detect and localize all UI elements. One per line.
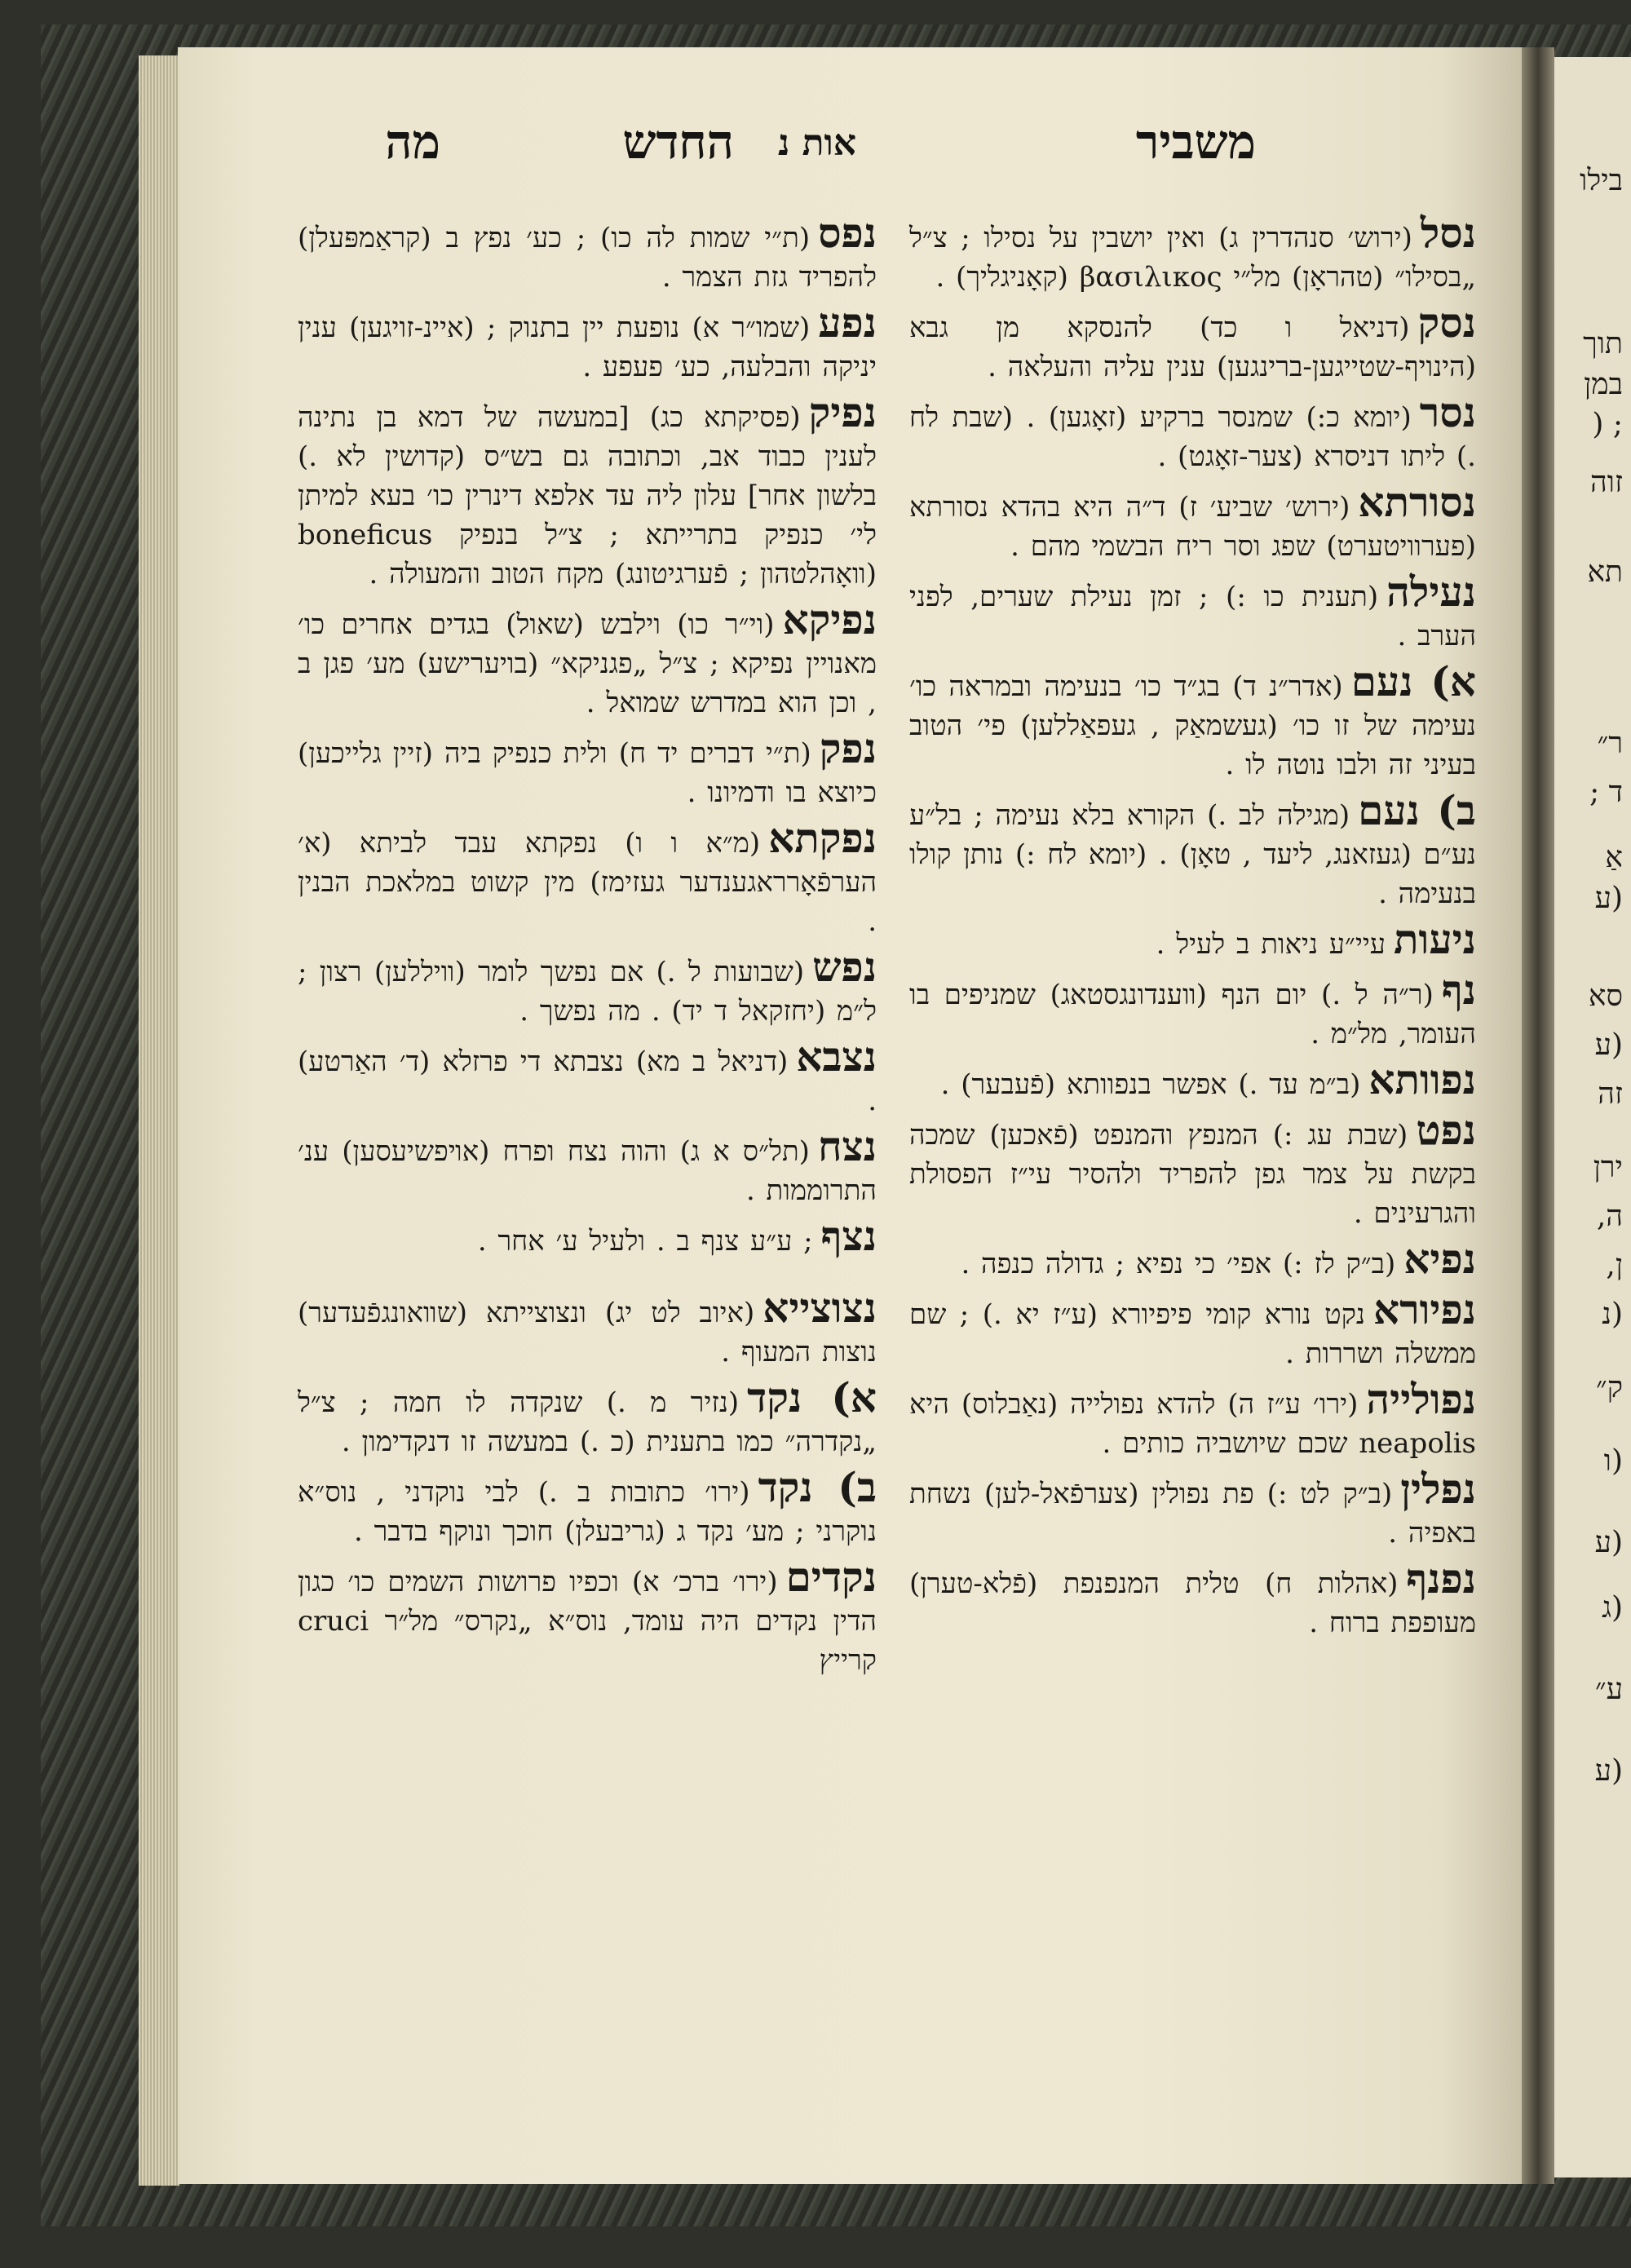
entry-definition: (פסיקתא כג) [במעשה של דמא בן נתינה לענין כבוד אב, וכתובה גם בש״ס (קדושין לא .) בלשון אחר] עלון ליה עד אלפא דינרין כו׳ בעא למיתן לי׳ כנפיק בתרייתא ; צ״ל בנפיק boneficus (װאָהלטהון ; פֿערגיטונג) מקח הטוב והמעולה . bbox=[298, 401, 877, 590]
dictionary-entry bbox=[298, 1553, 877, 1680]
facing-page-text: (ע bbox=[1594, 1754, 1623, 1788]
entry-definition: (שמו״ר א) נופעת יין בתנוק ; (איינ-זויגען) ענין יניקה והבלעה, כע׳ פעפע . bbox=[298, 312, 877, 383]
dictionary-entry bbox=[298, 209, 877, 297]
entry-definition: (שבת עג :) המנפץ והמנפט (פֿאכען) שמכה בקשת על צמר גפן להפריד ולהסיר עי״ז הפסולת והגרעינים . bbox=[909, 1119, 1476, 1230]
dictionary-entry bbox=[909, 568, 1476, 656]
header-title-right: משביר bbox=[1135, 114, 1256, 170]
entry-headword: נפע bbox=[818, 298, 877, 347]
entry-headword: נפט bbox=[1416, 1106, 1476, 1154]
entry-definition: עיי״ע ניאות ב לעיל . bbox=[1156, 928, 1386, 961]
dictionary-entry bbox=[298, 298, 877, 387]
dictionary-entry bbox=[909, 786, 1477, 913]
dictionary-entry bbox=[909, 1465, 1476, 1553]
entry-definition: (יומא כ:) שמנסר ברקיע (זאָגען) . (שבת לח .) ליתו דניסרא (צער-זאָגט) . bbox=[909, 401, 1476, 473]
entry-headword: נפיורא bbox=[1372, 1285, 1476, 1333]
facing-page-text: ד ; bbox=[1589, 776, 1623, 809]
entry-definition: (תל״ס א ג) והוה נצח ופרח (אױפשיעסען) ענ׳ התרוממות . bbox=[298, 1135, 877, 1207]
entry-definition: (מגילה לב .) הקורא בלא נעימה ; בל״ע נע״ם (געזאנג, ליעד , טאָן) . (יומא לח :) נותן קולו בנעימה . bbox=[909, 799, 1476, 910]
facing-page-text: (ע bbox=[1594, 1526, 1623, 1559]
dictionary-entry bbox=[909, 1106, 1476, 1233]
entry-headword: נסורתא bbox=[1358, 478, 1476, 526]
entry-headword: נפס bbox=[818, 209, 877, 257]
entry-headword: נסק bbox=[1417, 298, 1476, 347]
entry-headword: נצוצייא bbox=[762, 1284, 877, 1332]
dictionary-entry bbox=[298, 1122, 877, 1210]
facing-page-text: ק״ bbox=[1596, 1371, 1623, 1404]
entry-headword: נפולייה bbox=[1366, 1375, 1476, 1423]
facing-page-text: במן bbox=[1584, 368, 1623, 401]
entry-definition: (ת״י דברים יד ח) ולית כנפיק ביה (זיין גלייכען) כיוצא בו ודמיונו . bbox=[298, 737, 877, 809]
facing-page-text: תא bbox=[1587, 555, 1623, 589]
facing-page-text: (ע bbox=[1594, 882, 1623, 915]
entry-headword: נפלין bbox=[1400, 1465, 1476, 1513]
page-number: מה bbox=[385, 114, 440, 170]
facing-page-text: (ע bbox=[1594, 1028, 1623, 1062]
entry-definition: (ב״מ עד .) אפשר בנפוותא (פֿעבער) . bbox=[940, 1068, 1361, 1101]
facing-page-text: ע״ bbox=[1594, 1673, 1623, 1706]
dictionary-entry bbox=[909, 1055, 1476, 1104]
entry-definition: (וי״ר כו) וילבש (שאול) בגדים אחרים כו׳ מאנויין נפיקא ; צ״ל „פגניקא״ (בויערישע) מע׳ פגן ב , וכן הוא במדרש שמואל . bbox=[298, 608, 877, 719]
entry-definition: (נזיר מ .) שנקדה לו חמה ; צ״ל „נקדרה״ כמו בתענית (כ .) במעשה זו דנקדימון . bbox=[298, 1386, 877, 1458]
entry-headword: נפוותא bbox=[1368, 1055, 1476, 1103]
facing-page-text: (נ bbox=[1602, 1298, 1623, 1331]
entry-definition: (ירוש׳ שביע׳ ז) ד״ה היא בהדא נסורתא (פערוויטערט) שפג וסר ריח הבשמי מהם . bbox=[909, 491, 1476, 563]
facing-page-text: ן, bbox=[1606, 1249, 1623, 1282]
entry-headword: נפק bbox=[819, 724, 877, 772]
entry-headword: נקדים bbox=[785, 1553, 877, 1601]
entry-definition: (דניאל ב מא) נצבתא די פרזלא (ד׳ האַרטע) . bbox=[298, 1046, 877, 1117]
entry-headword: נפנף bbox=[1406, 1554, 1476, 1603]
entry-definition: (ב״ק לט :) פת נפולין (צערפֿאל-לען) נשחת באפיה . bbox=[909, 1478, 1476, 1550]
dictionary-entry bbox=[909, 657, 1476, 785]
dictionary-entry bbox=[909, 1285, 1476, 1373]
entry-headword: נצח bbox=[817, 1122, 877, 1170]
entry-definition: (ירו׳ ע״ז ה) להדא נפולייה (נאַבלוס) היא neapolis שכם שיושביה כותים . bbox=[909, 1388, 1476, 1460]
dictionary-entry bbox=[909, 298, 1476, 387]
dictionary-entry bbox=[298, 814, 877, 941]
entry-headword: נסל bbox=[1420, 209, 1476, 257]
dictionary-entry bbox=[909, 966, 1476, 1054]
entry-headword: נעילה bbox=[1386, 568, 1476, 616]
entry-headword: ב) נקד bbox=[758, 1463, 877, 1511]
entry-headword: נסר bbox=[1419, 388, 1476, 436]
entry-definition: (איוב לט יג) ונצוצייתא (שװאונגפֿעדער) נוצות המעוף . bbox=[298, 1297, 877, 1368]
facing-page-text: בילו bbox=[1580, 164, 1623, 197]
dictionary-entry bbox=[909, 388, 1476, 476]
dictionary-entry bbox=[298, 388, 877, 594]
entry-definition: ; ע״ע צנף ב . ולעיל ע׳ אחר . bbox=[477, 1225, 813, 1258]
entry-headword: נפש bbox=[812, 943, 877, 991]
facing-page-text: אַ bbox=[1605, 841, 1623, 874]
dictionary-entry bbox=[909, 915, 1476, 964]
dictionary-entry bbox=[298, 1032, 877, 1121]
entry-headword: נצף bbox=[820, 1212, 877, 1260]
left-column bbox=[298, 209, 877, 1687]
dictionary-entry bbox=[909, 1235, 1476, 1284]
entry-definition: נקט נורא קומי פיפיורא (ע״ז יא .) ; שם ממשלה ושררות . bbox=[909, 1298, 1476, 1370]
dictionary-entry bbox=[909, 1554, 1476, 1642]
entry-headword: ניעות bbox=[1394, 915, 1476, 963]
dictionary-entry bbox=[298, 595, 877, 723]
facing-page-fragment bbox=[1554, 57, 1631, 2177]
entry-definition: (תענית כו :) ; זמן נעילת שערים, לפני הערב . bbox=[909, 581, 1476, 652]
dictionary-entry bbox=[298, 1373, 877, 1461]
entry-definition: (מ״א ו ו) נפקתא עבד לביתא (א׳ הערפֿאָרראגענדער געזימז) מין קשוט במלאכת הבנין . bbox=[298, 827, 877, 938]
facing-page-text: ר״ bbox=[1597, 727, 1623, 760]
facing-page-text: (ג bbox=[1602, 1591, 1623, 1625]
header-letter: אות נ bbox=[778, 122, 856, 164]
entry-definition: (ב״ק לז :) אפי׳ כי נפיא ; גדולה כנפה . bbox=[961, 1248, 1396, 1280]
entry-headword: נפקתא bbox=[768, 814, 877, 862]
dictionary-entry bbox=[298, 943, 877, 1031]
header-title-mid: החדש bbox=[622, 114, 734, 170]
facing-page-text: ה, bbox=[1596, 1200, 1623, 1233]
dictionary-entry bbox=[298, 1284, 877, 1372]
entry-definition: (ירו׳ כתובות ב .) לבי נוקדני , נוס״א נוקרני ; מע׳ נקד ג (גריבעלן) חוכך ונוקף בדבר . bbox=[298, 1476, 877, 1548]
running-header bbox=[326, 114, 1256, 179]
entry-definition: (דניאל ו כד) להנסקא מן גבא (הינויף-שטייגען-ברינגען) ענין עליה והעלאה . bbox=[909, 312, 1476, 383]
facing-page-text: תוך bbox=[1583, 327, 1623, 360]
entry-headword: נצבא bbox=[796, 1032, 877, 1081]
dictionary-entry bbox=[298, 1463, 877, 1551]
entry-definition: (ת״י שמות לה כו) ; כע׳ נפץ ב (קראַמפּעלן) להפריד גזת הצמר . bbox=[298, 222, 877, 294]
book-gutter bbox=[1522, 47, 1554, 2184]
entry-headword: נפיק bbox=[808, 388, 877, 436]
dictionary-entry bbox=[909, 209, 1476, 297]
facing-page-text: זוה bbox=[1590, 466, 1623, 499]
facing-page-text: זה bbox=[1598, 1077, 1623, 1111]
entry-definition: (ירו׳ ברכ׳ א) וכפיו פרושות השמים כו׳ כגון הדין נקדים היה עומד, נוס״א „נקרס״ מל״ר cruci קרייץ bbox=[298, 1566, 877, 1677]
entry-headword: ב) נעם bbox=[1358, 786, 1477, 834]
entry-definition: (ירוש׳ סנהדרין ג) ואין יושבין על נסילו ; צ״ל „בסילו״ (טהראָן) מל״י βασιλικος (קאָניגליך) . bbox=[909, 222, 1476, 294]
entry-headword: נף bbox=[1441, 966, 1476, 1014]
entry-definition: (אהלות ח) טלית המנפנפת (פֿלא-טערן) מעופפת ברוח . bbox=[909, 1567, 1476, 1639]
facing-page-text: ירן bbox=[1593, 1151, 1623, 1184]
page-edges bbox=[139, 55, 179, 2186]
facing-page-text: סא bbox=[1588, 979, 1623, 1013]
entry-definition: (ר״ה ל .) יום הנף (װענדונגסטאג) שמניפים בו העומר, מל״מ . bbox=[909, 979, 1476, 1050]
entry-headword: א) נעם bbox=[1350, 657, 1476, 705]
entry-headword: נפיא bbox=[1403, 1235, 1476, 1283]
facing-page-text: ; ( bbox=[1592, 408, 1623, 441]
dictionary-entry bbox=[909, 1375, 1476, 1463]
facing-page-text: (ו bbox=[1603, 1444, 1623, 1478]
entry-definition: (שבועות ל .) אם נפשך לומר (װיללען) רצון ; ל״מ (יחזקאל ד יד) . מה נפשך . bbox=[298, 956, 877, 1028]
entry-headword: נפיקא bbox=[782, 595, 877, 643]
dictionary-entry bbox=[909, 478, 1476, 566]
right-column bbox=[909, 209, 1477, 1649]
dictionary-entry bbox=[298, 724, 877, 812]
entry-definition: (אדר״נ ד) בג״ד כו׳ בנעימה ובמראה כו׳ נעימה של זו כו׳ (געשמאַק , געפאַללען) פי׳ הטוב בעיני זה ולבו נוטה לו . bbox=[909, 670, 1476, 781]
dictionary-entry bbox=[298, 1212, 877, 1261]
entry-headword: א) נקד bbox=[747, 1373, 877, 1421]
